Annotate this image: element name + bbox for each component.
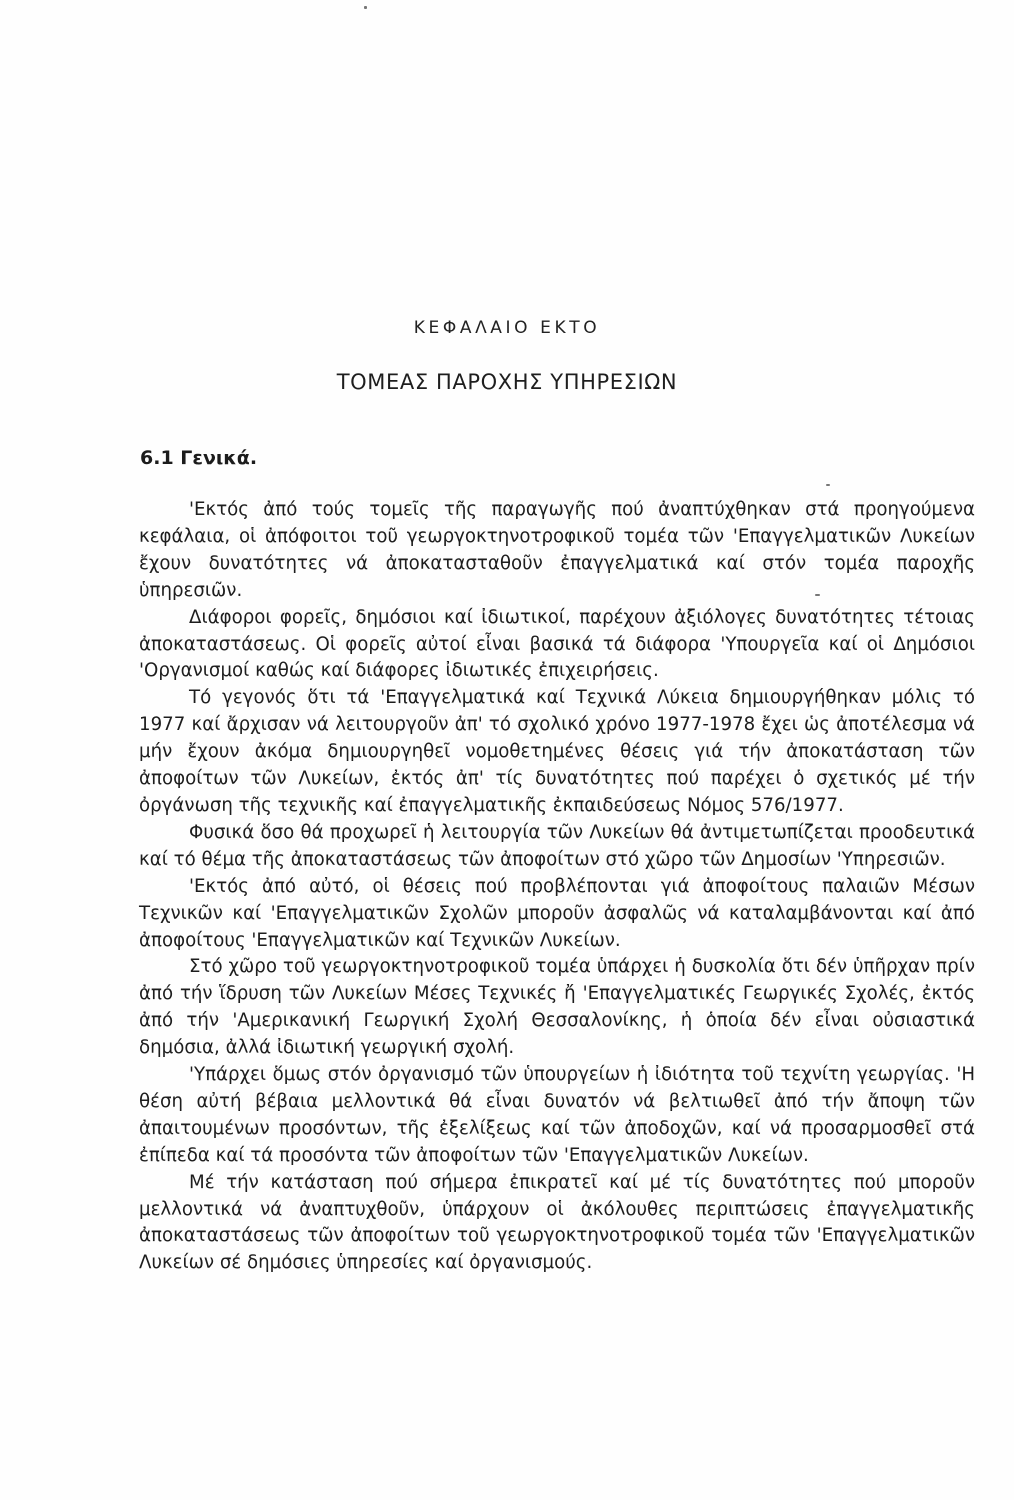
paragraph: 'Εκτός ἀπό αὐτό, οἱ θέσεις πού προβλέπονται γιά ἀποφοίτους παλαιῶν Μέσων Τεχνικῶν καί 'Επαγγελματικῶν Σχολῶν μποροῦν ἀσφαλῶς νά καταλαμβάνονται καί ἀπό ἀποφοίτους 'Επαγγελματικῶν καί Τεχνικῶν Λυκείων. (139, 875, 975, 951)
paragraph: Τό γεγονός ὅτι τά 'Επαγγελματικά καί Τεχνικά Λύκεια δημιουργήθηκαν μόλις τό 1977 καί ἄρχισαν νά λειτουργοῦν ἀπ' τό σχολικό χρόνο 1977-1978 ἔχει ὡς ἀποτέλεσμα νά μήν ἔχουν ἀκόμα δημιουργηθεῖ νομοθετημένες θέσεις γιά τήν ἀποκατάσταση τῶν ἀποφοίτων τῶν Λυκείων, ἐκτός ἀπ' τίς δυνατότητες πού παρέχει ὁ σχετικός μέ τήν ὀργάνωση τῆς τεχνικῆς καί ἐπαγγελματικῆς ἐκπαιδεύσεως Νόμος 576/1977. (139, 687, 975, 816)
body-text (139, 497, 975, 1277)
paragraph: Διάφοροι φορεῖς, δημόσιοι καί ἰδιωτικοί, παρέχουν ἀξιόλογες δυνατότητες τέτοιας ἀποκαταστάσεως. Οἱ φορεῖς αὐτοί εἶναι βασικά τά διάφορα 'Υπουργεῖα καί οἱ Δημόσιοι 'Οργανισμοί καθώς καί διάφορες ἰδιωτικές ἐπιχειρήσεις. (139, 606, 975, 682)
chapter-title: ΤΟΜΕΑΣ ΠΑΡΟΧΗΣ ΥΠΗΡΕΣΙΩΝ (336, 370, 678, 394)
paragraph: 'Εκτός ἀπό τούς τομεῖς τῆς παραγωγῆς πού ἀναπτύχθηκαν στά προηγούμενα κεφάλαια, οἱ ἀπόφοιτοι τοῦ γεωργοκτηνοτροφικοῦ τομέα τῶν 'Επαγγελματικῶν Λυκείων ἔχουν δυνατότητες νά ἀποκατασταθοῦν ἐπαγγελματικά καί στόν τομέα παροχῆς ὑπηρεσιῶν. (139, 499, 975, 601)
paragraph: Μέ τήν κατάσταση πού σήμερα ἐπικρατεῖ καί μέ τίς δυνατότητες πού μποροῦν μελλοντικά νά ἀναπτυχθοῦν, ὑπάρχουν οἱ ἀκόλουθες περιπτώσεις ἐπαγγελματικῆς ἀποκαταστάσεως τῶν ἀποφοίτων τοῦ γεωργοκτηνοτροφικοῦ τομέα τῶν 'Επαγγελματικῶν Λυκείων σέ δημόσιες ὑπηρεσίες καί ὀργανισμούς. (139, 1171, 975, 1274)
chapter-label: ΚΕΦΑΛΑΙΟ ΕΚΤΟ (413, 318, 601, 338)
paragraph: Φυσικά ὅσο θά προχωρεῖ ἡ λειτουργία τῶν Λυκείων θά ἀντιμετωπίζεται προοδευτικά καί τό θέμα τῆς ἀποκαταστάσεως τῶν ἀποφοίτων στό χῶρο τῶν Δημοσίων 'Υπηρεσιῶν. (139, 821, 975, 870)
scan-speck (826, 484, 830, 486)
scan-speck (364, 6, 367, 9)
section-heading: 6.1 Γενικά. (140, 447, 258, 469)
paragraph: Στό χῶρο τοῦ γεωργοκτηνοτροφικοῦ τομέα ὑπάρχει ἡ δυσκολία ὅτι δέν ὑπῆρχαν πρίν ἀπό τήν ἵδρυση τῶν Λυκείων Μέσες Τεχνικές ἤ 'Επαγγελματικές Γεωργικές Σχολές, ἐκτός ἀπό τήν 'Αμερικανική Γεωργική Σχολή Θεσσαλονίκης, ἡ ὁποία δέν εἶναι οὐσιαστικά δημόσια, ἀλλά ἰδιωτική γεωργική σχολή. (139, 956, 975, 1059)
paragraph: 'Υπάρχει ὅμως στόν ὀργανισμό τῶν ὑπουργείων ἡ ἰδιότητα τοῦ τεχνίτη γεωργίας. 'Η θέση αὐτή βέβαια μελλοντικά θά εἶναι δυνατόν νά βελτιωθεῖ ἀπό τήν ἄποψη τῶν ἀπαιτουμένων προσόντων, τῆς ἐξελίξεως καί τῶν ἀποδοχῶν, καί νά προσαρμοσθεῖ στά ἐπίπεδα καί τά προσόντα τῶν ἀποφοίτων τῶν 'Επαγγελματικῶν Λυκείων. (139, 1064, 975, 1166)
